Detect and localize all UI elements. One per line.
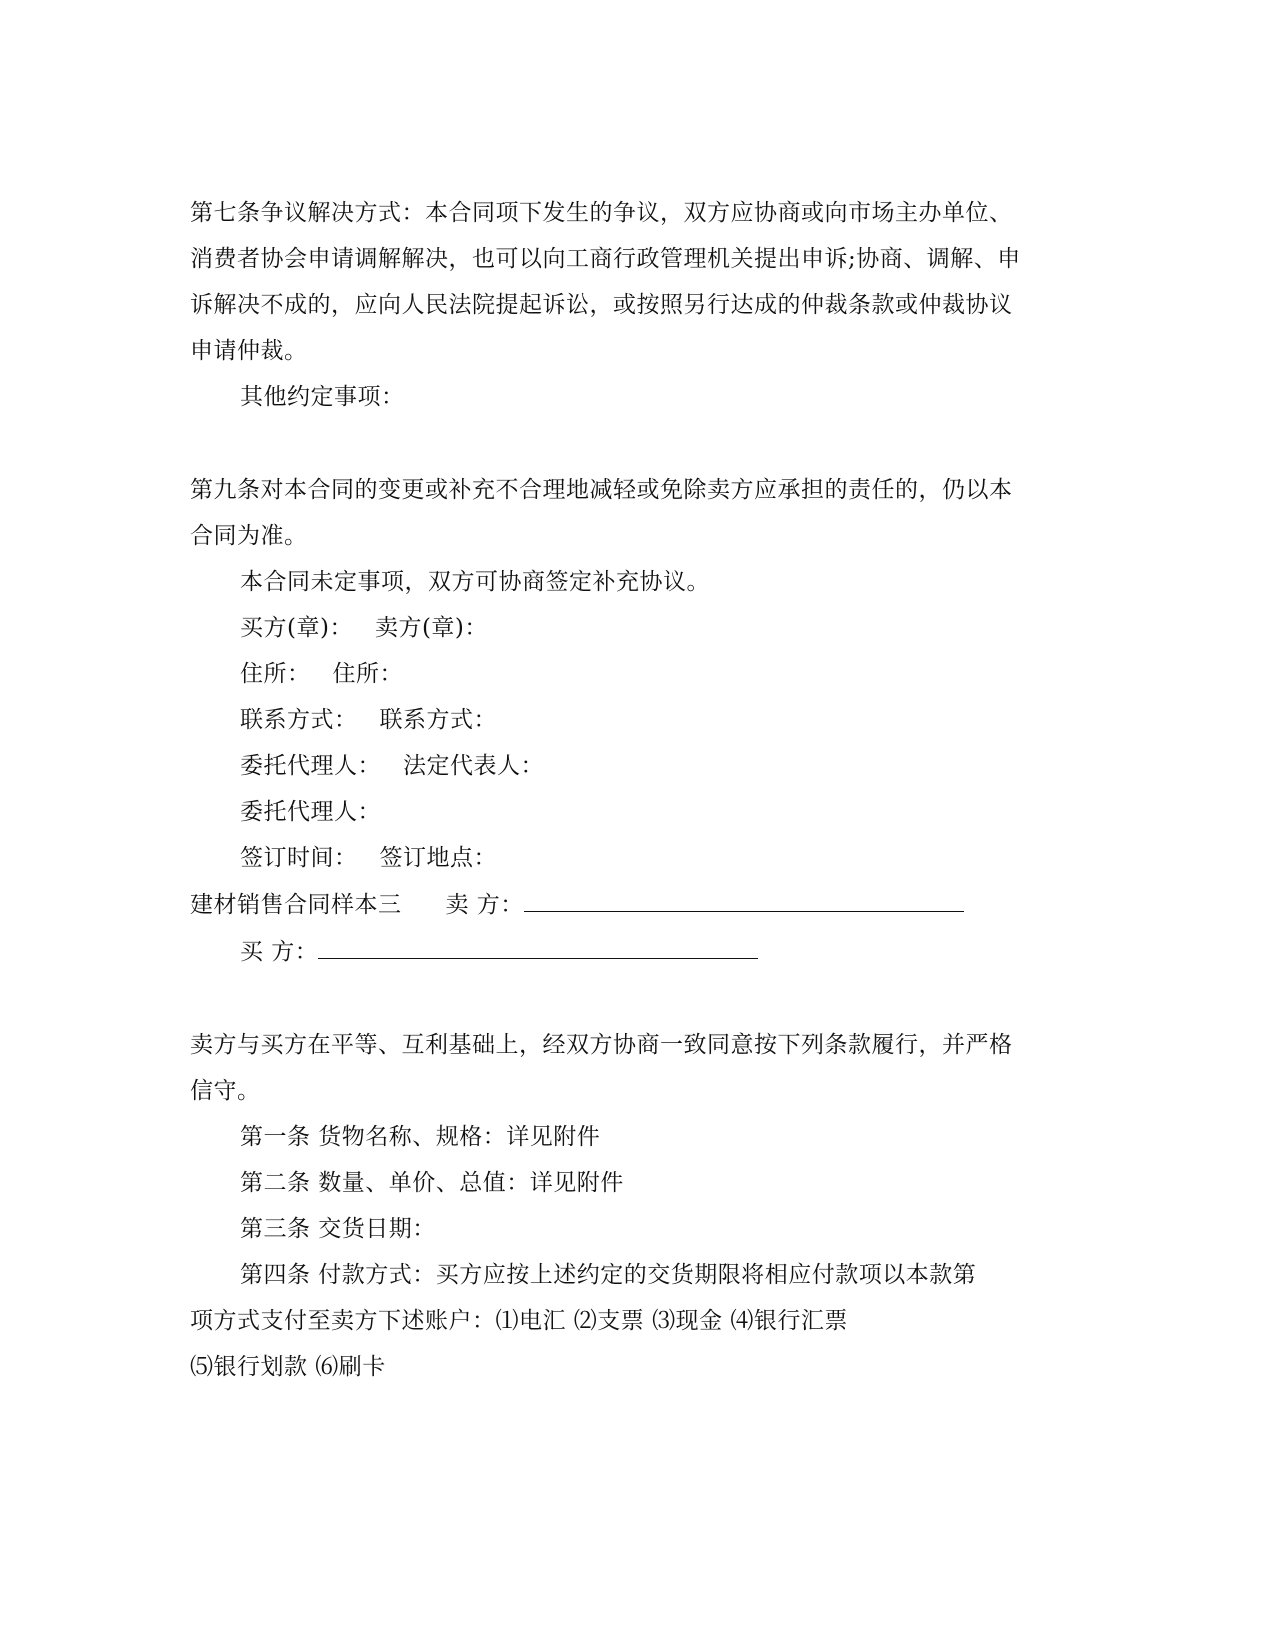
seller-blank-line[interactable]	[524, 891, 964, 912]
article9-line1: 第九条对本合同的变更或补充不合理地减轻或免除卖方应承担的责任的，仍以本	[190, 477, 1013, 503]
seller-address-label: 住所：	[332, 661, 403, 687]
address-row	[240, 659, 403, 689]
article7-line3: 诉解决不成的，应向人民法院提起诉讼，或按照另行达成的仲裁条款或仲裁协议	[190, 292, 1013, 318]
article7-line2: 消费者协会申请调解解决，也可以向工商行政管理机关提出申诉;协商、调解、申	[190, 246, 1021, 272]
article4-line2: 项方式支付至卖方下述账户：⑴电汇 ⑵支票 ⑶现金 ⑷银行汇票	[190, 1308, 848, 1334]
legal-rep-label: 法定代表人：	[403, 753, 544, 779]
buyer-agent-label: 委托代理人：	[240, 753, 381, 779]
seller-seal-label: 卖方(章)：	[374, 615, 488, 641]
seller-agent-label: 委托代理人：	[240, 799, 381, 825]
article4-line1: 第四条 付款方式：买方应按上述约定的交货期限将相应付款项以本款第	[240, 1262, 977, 1288]
article3: 第三条 交货日期：	[240, 1216, 436, 1242]
buyer-row	[240, 937, 758, 967]
agent-row-2	[240, 797, 381, 827]
buyer-contact-label: 联系方式：	[240, 707, 358, 733]
sample3-title-row	[190, 890, 964, 920]
sample3-title: 建材销售合同样本三	[190, 892, 402, 918]
preamble-line1: 卖方与买方在平等、互利基础上，经双方协商一致同意按下列条款履行，并严格	[190, 1032, 1013, 1058]
buyer-blank-line[interactable]	[318, 938, 758, 959]
seller-contact-label: 联系方式：	[379, 707, 497, 733]
other-matters: 其他约定事项：	[240, 384, 405, 410]
agent-row	[240, 751, 544, 781]
sign-row	[240, 843, 497, 873]
article1: 第一条 货物名称、规格：详见附件	[240, 1124, 601, 1150]
seal-row	[240, 613, 488, 643]
article7-line1: 第七条争议解决方式：本合同项下发生的争议，双方应协商或向市场主办单位、	[190, 200, 1013, 226]
buyer-label: 买 方：	[240, 939, 319, 965]
supplement-clause: 本合同未定事项，双方可协商签定补充协议。	[240, 569, 710, 595]
buyer-seal-label: 买方(章)：	[240, 615, 353, 641]
article2: 第二条 数量、单价、总值：详见附件	[240, 1170, 624, 1196]
buyer-address-label: 住所：	[240, 661, 311, 687]
sign-time-label: 签订时间：	[240, 845, 358, 871]
article4-line3: ⑸银行划款 ⑹刷卡	[190, 1354, 386, 1380]
sign-place-label: 签订地点：	[379, 845, 497, 871]
contact-row	[240, 705, 497, 735]
article9-line2: 合同为准。	[190, 523, 308, 549]
preamble-line2: 信守。	[190, 1078, 261, 1104]
seller-label: 卖 方：	[445, 892, 524, 918]
article7-line4: 申请仲裁。	[190, 338, 308, 364]
